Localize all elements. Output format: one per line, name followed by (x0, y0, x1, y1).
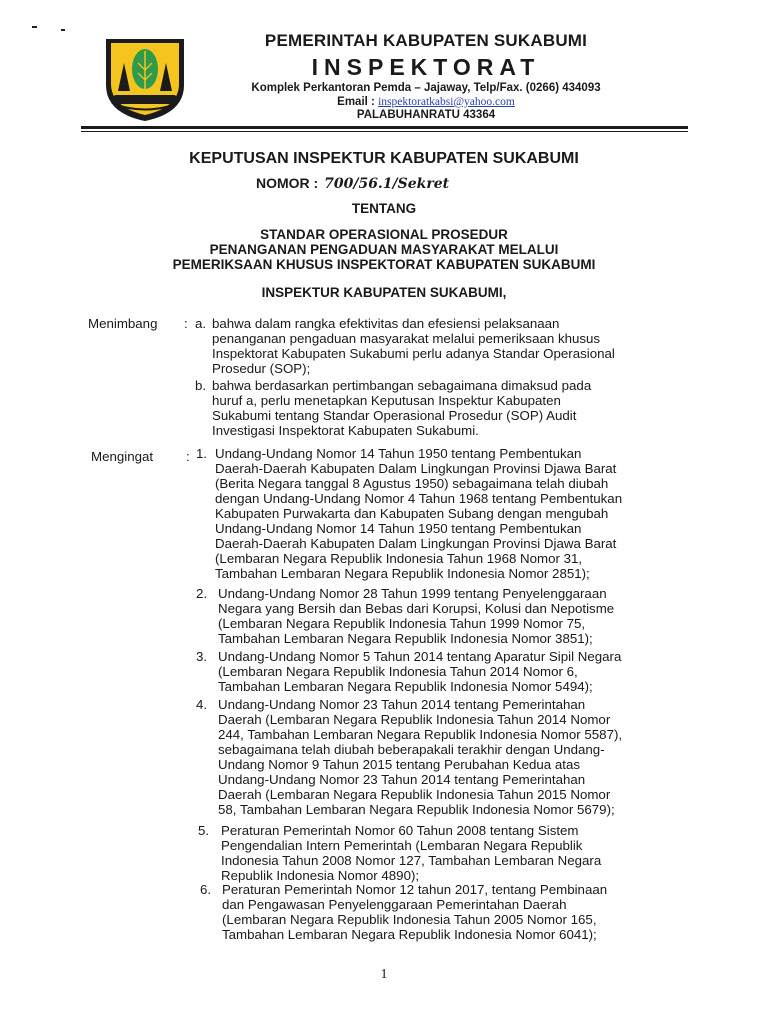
item-line: Daerah (Lembaran Negara Republik Indonesia Tahun 2015 Nomor (218, 787, 611, 802)
letterhead-rule-thick (81, 126, 688, 129)
item-text (222, 882, 686, 942)
item-line: (Lembaran Negara Republik Indonesia Tahun 1968 Nomor 31, (215, 551, 583, 566)
item-line: huruf a, perlu menetapkan Keputusan Inspektur Kabupaten (212, 393, 561, 408)
considering-label: Menimbang (88, 316, 158, 331)
item-line: Tambahan Lembaran Negara Republik Indonesia Nomor 3851); (218, 631, 593, 646)
office-email-line (196, 96, 656, 108)
email-link[interactable]: inspektoratkabsi@yahoo.com (378, 96, 515, 108)
item-line: Pengendalian Intern Pemerintah (Lembaran Negara Republik (221, 838, 583, 853)
about-heading: TENTANG (351, 201, 417, 216)
item-line: Daerah-Daerah Kabupaten Dalam Lingkungan Provinsi Djawa Barat (215, 536, 617, 551)
scan-specks (30, 22, 90, 34)
item-line: Undang Nomor 9 Tahun 2015 tentang Perubahan Kedua atas (218, 757, 581, 772)
item-text (218, 697, 680, 817)
item-marker: 3. (196, 649, 208, 664)
item-line: sebagaimana telah diubah beberapakali terakhir dengan Undang- (218, 742, 605, 757)
item-line: Peraturan Pemerintah Nomor 12 tahun 2017, tentang Pembinaan (222, 882, 608, 897)
letterhead-rule-thin (81, 131, 688, 132)
recalling-colon: : (186, 449, 190, 464)
item-line: Undang-Undang Nomor 5 Tahun 2014 tentang Aparatur Sipil Negara (218, 649, 622, 664)
item-line: Undang-Undang Nomor 23 Tahun 2014 tentang Pemerintahan (218, 697, 586, 712)
item-line: bahwa berdasarkan pertimbangan sebagaimana dimaksud pada (212, 378, 592, 393)
office-city: PALABUHANRATU 43364 (356, 109, 496, 121)
decree-number-value: 700/56.1/Sekret (324, 176, 450, 192)
item-line: Peraturan Pemerintah Nomor 60 Tahun 2008 tentang Sistem (221, 823, 579, 838)
item-line: Sukabumi tentang Standar Operasional Prosedur (SOP) Audit (212, 408, 577, 423)
item-line: Tambahan Lembaran Negara Republik Indonesia Nomor 6041); (222, 927, 597, 942)
office-address: Komplek Perkantoran Pemda – Jajaway, Telp/Fax. (0266) 434093 (251, 82, 601, 94)
considering-colon: : (184, 316, 188, 331)
item-line: Undang-Undang Nomor 14 Tahun 1950 tentang Pembentukan (215, 521, 582, 536)
item-line: Tambahan Lembaran Negara Republik Indonesia Nomor 5494); (218, 679, 593, 694)
item-line: 244, Tambahan Lembaran Negara Republik Indonesia Nomor 5587), (218, 727, 623, 742)
government-name: PEMERINTAH KABUPATEN SUKABUMI (264, 31, 588, 50)
item-line: 58, Tambahan Lembaran Negara Republik Indonesia Nomor 5679); (218, 802, 615, 817)
item-text (218, 649, 680, 694)
item-line: Investigasi Inspektorat Kabupaten Sukabumi. (212, 423, 479, 438)
subject-line: PEMERIKSAAN KHUSUS INSPEKTORAT KABUPATEN SUKABUMI (172, 257, 596, 272)
decree-number-label: NOMOR : (256, 175, 319, 191)
item-line: (Lembaran Negara Republik Indonesia Tahun 2014 Nomor 6, (218, 664, 578, 679)
item-line: Undang-Undang Nomor 23 Tahun 2014 tentang Pemerintahan (218, 772, 586, 787)
item-line: penanganan pengaduan masyarakat melalui pemeriksaan khusus (212, 331, 601, 346)
page-number: 1 (380, 967, 388, 982)
item-text (215, 446, 680, 581)
item-line: (Lembaran Negara Republik Indonesia Tahun 1999 Nomor 75, (218, 616, 586, 631)
item-marker: a. (195, 316, 207, 331)
item-line: Kabupaten Purwakarta dan Kabupaten Subang dengan mengubah (215, 506, 609, 521)
item-line: Indonesia Tahun 2008 Nomor 127, Tambahan Lembaran Negara (221, 853, 602, 868)
item-marker: 6. (200, 882, 212, 897)
item-line: Undang-Undang Nomor 28 Tahun 1999 tentang Penyelenggaraan (218, 586, 607, 601)
recalling-label: Mengingat (91, 449, 154, 464)
email-label: Email : (337, 96, 375, 108)
decree-subject (100, 227, 668, 272)
item-line: Negara yang Bersih dan Bebas dari Korupsi, Kolusi dan Nepotisme (218, 601, 615, 616)
item-line: Republik Indonesia Nomor 4890); (221, 868, 420, 883)
decree-title: KEPUTUSAN INSPEKTUR KABUPATEN SUKABUMI (189, 150, 579, 167)
item-line: Daerah (Lembaran Negara Republik Indonesia Tahun 2014 Nomor (218, 712, 611, 727)
item-marker: b. (195, 378, 207, 393)
item-line: Daerah-Daerah Kabupaten Dalam Lingkungan Provinsi Djawa Barat (215, 461, 617, 476)
item-marker: 2. (196, 586, 208, 601)
item-line: Tambahan Lembaran Negara Republik Indonesia Nomor 2851); (215, 566, 590, 581)
item-marker: 5. (198, 823, 210, 838)
item-line: Undang-Undang Nomor 14 Tahun 1950 tentang Pembentukan (215, 446, 582, 461)
item-line: (Lembaran Negara Republik Indonesia Tahun 2005 Nomor 165, (222, 912, 597, 927)
office-name: INSPEKTORAT (311, 54, 541, 80)
item-line: Prosedur (SOP); (212, 361, 311, 376)
item-marker: 4. (196, 697, 208, 712)
item-text (212, 378, 676, 438)
subject-line: STANDAR OPERASIONAL PROSEDUR (260, 227, 508, 242)
subject-line: PENANGANAN PENGADUAN MASYARAKAT MELALUI (209, 242, 559, 257)
item-text (221, 823, 685, 883)
item-line: (Berita Negara tanggal 8 Agustus 1950) sebagaimana telah diubah (215, 476, 609, 491)
item-line: dan Pengawasan Penyelenggaraan Pemerintahan Daerah (222, 897, 567, 912)
decree-issuer: INSPEKTUR KABUPATEN SUKABUMI, (261, 285, 507, 300)
decree-number (256, 175, 449, 192)
item-text (218, 586, 680, 646)
item-line: bahwa dalam rangka efektivitas dan efesiensi pelaksanaan (212, 316, 560, 331)
regency-emblem-icon (100, 33, 190, 123)
item-line: Inspektorat Kabupaten Sukabumi perlu adanya Standar Operasional (212, 346, 615, 361)
item-text (212, 316, 676, 376)
item-line: dengan Undang-Undang Nomor 4 Tahun 1968 tentang Pembentukan (215, 491, 623, 506)
item-marker: 1. (196, 446, 208, 461)
